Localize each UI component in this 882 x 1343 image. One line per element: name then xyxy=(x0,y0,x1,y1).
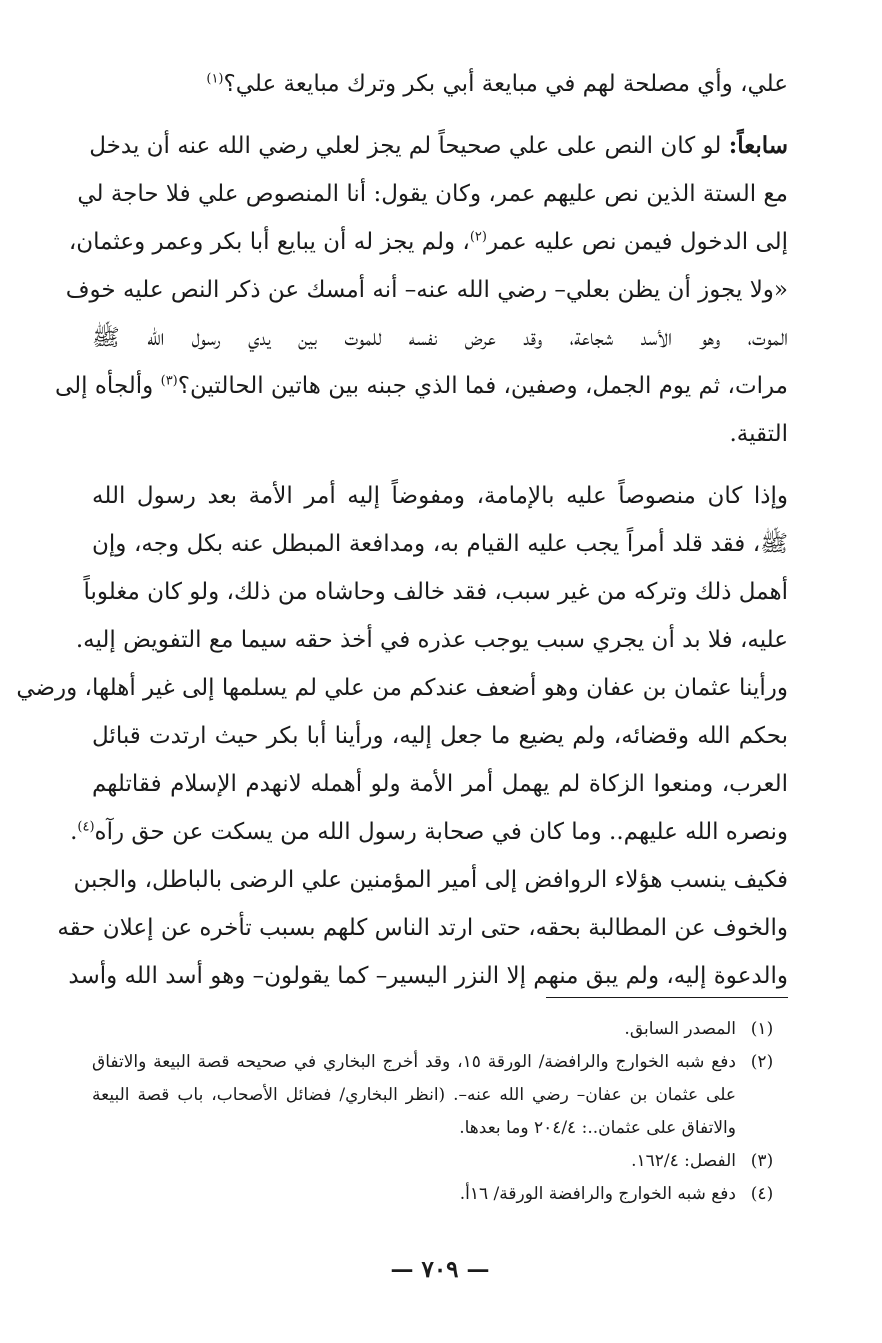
body-line: فكيف ينسب هؤلاء الروافض إلى أمير المؤمنين علي الرضى بالباطل، والجبن xyxy=(73,867,788,893)
body-line: أهمل ذلك وتركه من غير سبب، فقد خالف وحاشاه من ذلك، ولو كان مغلوباً xyxy=(83,579,788,605)
body-line: عليه، فلا بد أن يجري سبب يوجب عذره في أخذ حقه سيما مع التفويض إليه. xyxy=(75,627,788,653)
body-line: ﷺ، فقد قلد أمراً يجب عليه القيام به، ومدافعة المبطل عنه بكل وجه، وإن xyxy=(92,531,788,557)
footnote-number: (٢) xyxy=(750,1052,774,1072)
footnote-ref: (٣) xyxy=(160,373,178,389)
footnote-text: والاتفاق على عثمان..: ٢٠٤/٤ وما بعدها. xyxy=(459,1118,736,1138)
footnote-ref: (٤) xyxy=(77,819,95,835)
body-line: مرات، ثم يوم الجمل، وصفين، فما الذي جبنه بين هاتين الحالتين؟$^{(٣)}$ وألجأه إلى xyxy=(55,373,788,399)
footnote xyxy=(92,1046,788,1145)
book-page xyxy=(16,60,788,1283)
body-line: بحكم الله وقضائه، ولم يضيع ما جعل إليه، ورأينا أبا بكر حيث ارتدت قبائل xyxy=(92,723,788,749)
footnote-number: (٤) xyxy=(750,1184,774,1204)
body-line: علي، وأي مصلحة لهم في مبايعة أبي بكر وترك مبايعة علي؟$^{(١)}$ xyxy=(206,71,788,97)
body-line: وإذا كان منصوصاً عليه بالإمامة، ومفوضاً إليه أمر الأمة بعد رسول الله xyxy=(92,483,788,509)
footnote-number: (١) xyxy=(750,1019,774,1039)
footnote xyxy=(92,1013,788,1046)
footnote xyxy=(92,1178,788,1211)
footnote-text: دفع شبه الخوارج والرافضة الورقة/ ١٦أ. xyxy=(459,1184,736,1204)
footnote-number: (٣) xyxy=(750,1151,774,1171)
page-number: — ٧٠٩ — xyxy=(390,1256,490,1283)
footnote-text: دفع شبه الخوارج والرافضة/ الورقة ١٥، وقد أخرج البخاري في صحيحه قصة البيعة والاتفاق xyxy=(92,1052,736,1072)
footnote-separator xyxy=(546,997,788,998)
body-line: «ولا يجوز أن يظن بعلي– رضي الله عنه– أنه أمسك عن ذكر النص عليه خوف xyxy=(65,277,788,303)
footnote-text: على عثمان بن عفان– رضي الله عنه–. (انظر البخاري/ فضائل الأصحاب، باب قصة البيعة xyxy=(92,1085,736,1105)
footnote-text: الفصل: ١٦٢/٤. xyxy=(631,1151,736,1171)
body-line: سابعاً: لو كان النص على علي صحيحاً لم يجز لعلي رضي الله عنه أن يدخل xyxy=(89,132,788,159)
footnote-text: المصدر السابق. xyxy=(624,1019,736,1039)
body-line: والخوف عن المطالبة بحقه، حتى ارتد الناس كلهم بسبب تأخره عن إعلان حقه xyxy=(57,915,788,941)
body-line: ورأينا عثمان بن عفان وهو أضعف عندكم من علي لم يسلمها إلى غير أهلها، ورضي xyxy=(16,675,788,701)
body-line: إلى الدخول فيمن نص عليه عمر$^{(٢)}$، ولم يجز له أن يبايع أبا بكر وعمر وعثمان، xyxy=(68,229,788,255)
body-line: التقية. xyxy=(729,421,788,447)
body-line: العرب، ومنعوا الزكاة لم يهمل أمر الأمة ولو أهمله لانهدم الإسلام فقاتلهم xyxy=(92,771,788,797)
section-lead-word: سابعاً: xyxy=(728,132,788,159)
body-line: الموت، وهو الأسد شجاعة، وقد عرض نفسه للموت بين يدي رسول الله ﷺ xyxy=(92,325,788,351)
body-line: والدعوة إليه، ولم يبق منهم إلا النزر اليسير– كما يقولون– وهو أسد الله وأسد xyxy=(68,963,788,989)
footnote xyxy=(92,1145,788,1178)
footnote-ref: (٢) xyxy=(469,229,487,245)
footnote-ref: (١) xyxy=(206,71,224,87)
footnotes xyxy=(92,1013,788,1211)
body-line: ونصره الله عليهم.. وما كان في صحابة رسول الله من يسكت عن حق رآه$^{(٤)}$. xyxy=(70,819,788,845)
body-line: مع الستة الذين نص عليهم عمر، وكان يقول: أنا المنصوص علي فلا حاجة لي xyxy=(77,181,788,207)
